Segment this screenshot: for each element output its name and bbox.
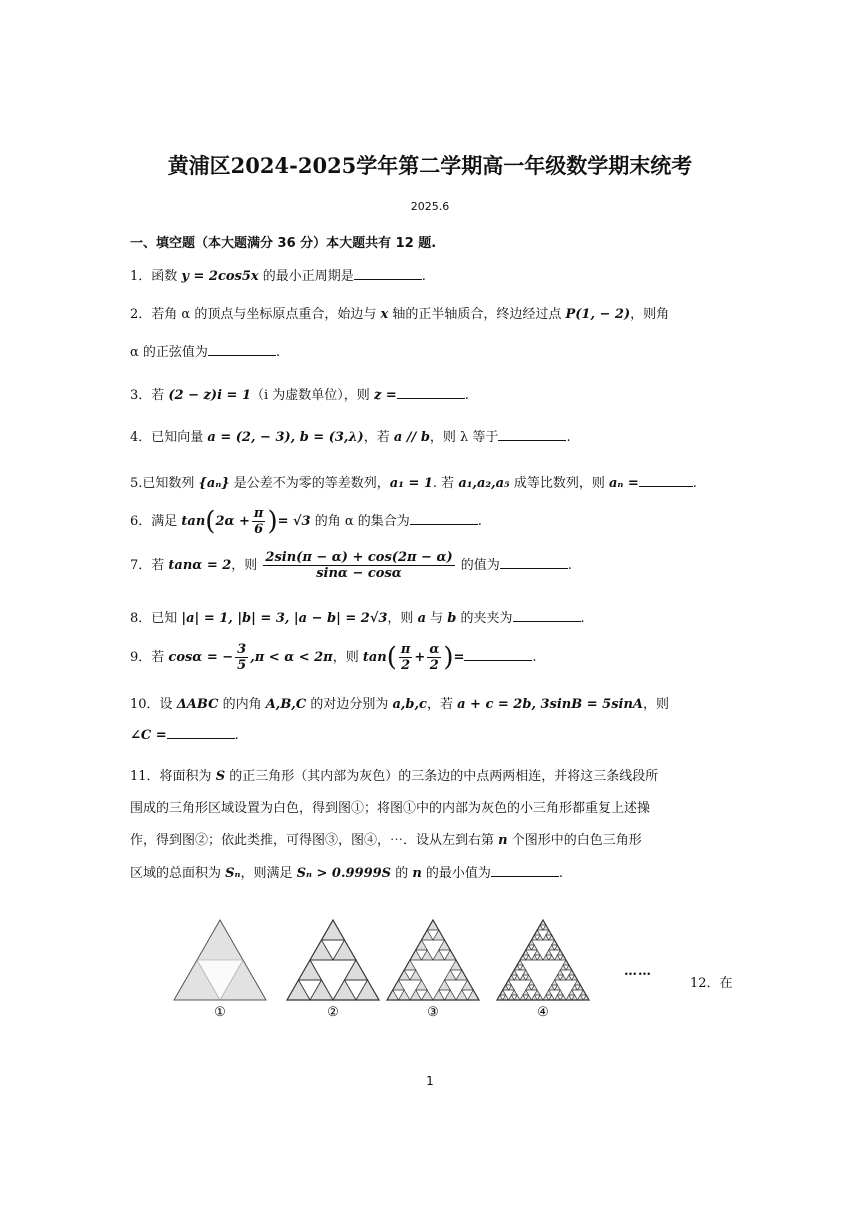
sierpinski-figure-4 <box>493 912 593 1022</box>
figure-label-2: ② <box>327 1005 339 1020</box>
answer-blank <box>513 611 581 622</box>
ellipsis: …… <box>624 964 652 979</box>
answer-blank <box>397 388 465 399</box>
question-10-line2: ∠C = . <box>130 728 239 743</box>
question-10: 10．设 ΔABC 的内角 A,B,C 的对边分别为 a,b,c，若 a + c = 2b, 3sinB = 5sinA，则 <box>130 697 670 712</box>
figure-label-4: ④ <box>537 1005 549 1020</box>
figure-label-3: ③ <box>427 1005 439 1020</box>
answer-blank <box>498 430 566 441</box>
question-11-line2: 围成的三角形区域设置为白色，得到图①；将图①中的内部为灰色的小三角形都重复上述操 <box>130 801 651 816</box>
question-11-line4: 区域的总面积为 Sₙ，则满足 Sₙ > 0.9999S 的 n 的最小值为 . <box>130 866 564 881</box>
question-4: 4．已知向量 a = (2, − 3), b = (3,λ)，若 a // b，则 λ 等于 . <box>130 430 571 445</box>
sierpinski-figure-2 <box>283 912 383 1022</box>
answer-blank <box>167 728 235 739</box>
question-7: 7．若 tanα = 2，则 $\frac{2\sin(\pi - \alpha) + \cos(2\pi - \alpha)}{\sin\alpha - \cos\alpha}$ 的值为 . <box>130 550 572 581</box>
question-11-line1: 11．将面积为 S 的正三角形（其内部为灰色）的三条边的中点两两相连，并将这三条线段所 <box>130 769 659 784</box>
answer-blank <box>639 476 693 487</box>
question-1: 1．函数 y = 2cos5x 的最小正周期是 . <box>130 269 426 284</box>
question-2-line2: α 的正弦值为 . <box>130 345 281 360</box>
page-number: 1 <box>426 1074 434 1088</box>
section-heading: 一、填空题（本大题满分 36 分）本大题共有 12 题. <box>130 236 437 251</box>
answer-blank <box>410 514 478 525</box>
figure-label-1: ① <box>214 1005 226 1020</box>
question-2: 2．若角 α 的顶点与坐标原点重合，始边与 x 轴的正半轴质合，终边经过点 P(1, − 2)，则角 <box>130 307 670 322</box>
question-6: 6．满足 tan(2α + $\frac{\pi}{6}$ )= √3 的角 α 的集合为 . <box>130 506 482 537</box>
question-3: 3．若 (2 − z)i = 1（i 为虚数单位），则 z = . <box>130 388 469 403</box>
answer-blank <box>354 269 422 280</box>
sierpinski-figure-3 <box>383 912 483 1022</box>
question-5: 5.已知数列 {aₙ} 是公差不为零的等差数列，a₁ = 1. 若 a₁,a₂,a₅ 成等比数列，则 aₙ = . <box>130 476 697 491</box>
question-11-line3: 作，得到图②；依此类推，可得图③，图④，⋯．设从左到右第 n 个图形中的白色三角形 <box>130 833 642 848</box>
answer-blank <box>491 866 559 877</box>
question-8: 8．已知 |a| = 1, |b| = 3, |a − b| = 2√3，则 a 与 b 的夹夹为 . <box>130 611 585 626</box>
exam-date: 2025.6 <box>410 200 450 213</box>
answer-blank <box>500 558 568 569</box>
answer-blank <box>208 345 276 356</box>
question-12-start: 12．在 <box>690 976 733 991</box>
answer-blank <box>464 650 532 661</box>
page-title: 黄浦区2024-2025学年第二学期高一年级数学期末统考 <box>167 153 693 178</box>
question-9: 9．若 cosα = − $\frac{3}{5}$ ,π < α < 2π，则 tan( $\frac{\pi}{2}$ + $\frac{\alpha}{2}$ )= . <box>130 642 537 673</box>
sierpinski-figure-1 <box>170 912 270 1022</box>
